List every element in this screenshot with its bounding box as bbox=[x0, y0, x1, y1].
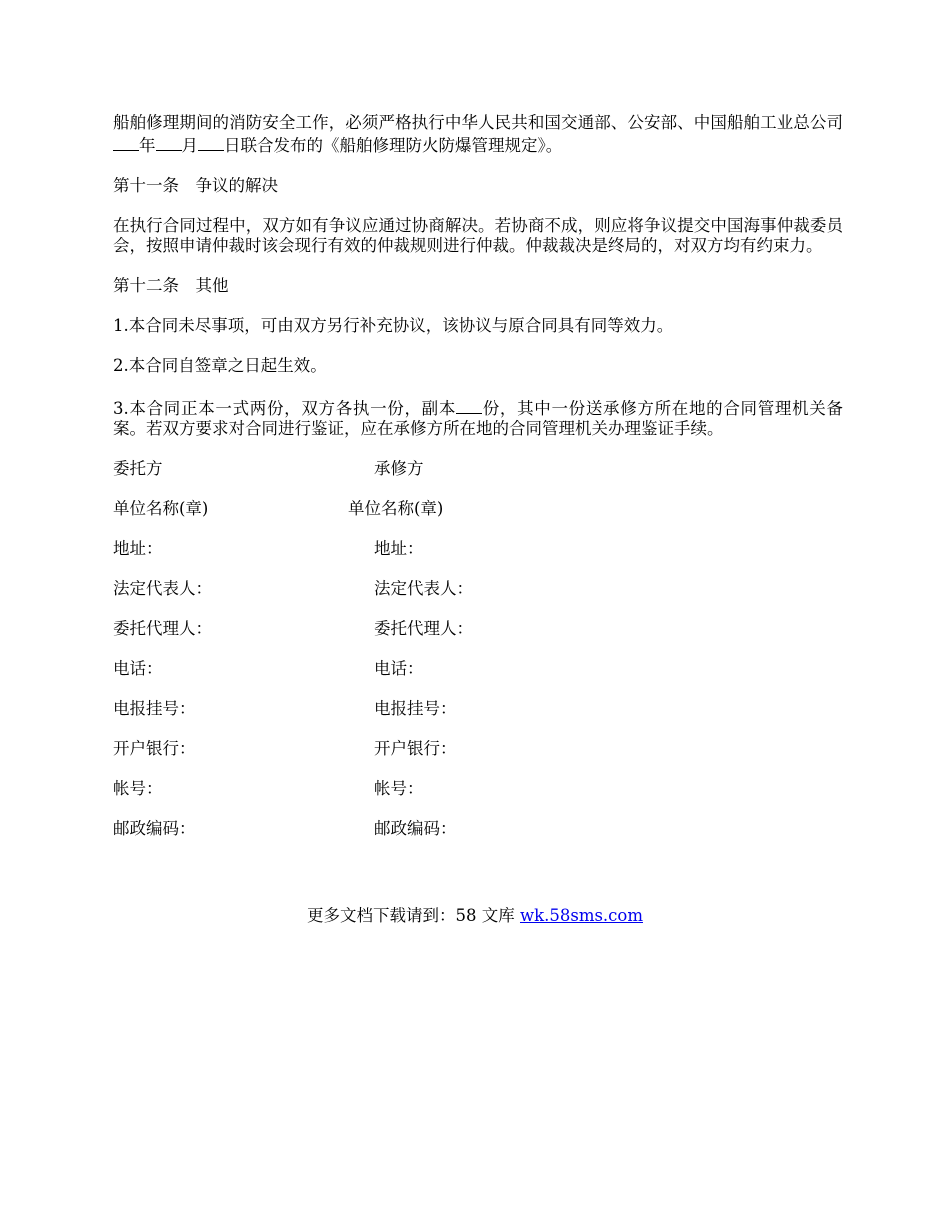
blank-day bbox=[198, 133, 224, 151]
signature-row bbox=[113, 739, 843, 759]
article-12-item-3 bbox=[113, 396, 843, 439]
paragraph-text: 3.本合同正本一式两份，双方各执一份，副本 bbox=[113, 399, 457, 418]
paragraph-text: 船舶修理期间的消防安全工作，必须严格执行中华人民共和国交通部、公安部、中国船舶工业总公司 bbox=[113, 113, 843, 132]
signature-row bbox=[113, 779, 843, 799]
signature-block bbox=[113, 459, 843, 839]
article-11-body: 在执行合同过程中，双方如有争议应通过协商解决。若协商不成，则应将争议提交中国海事仲裁委员会，按照申请仲裁时该会现行有效的仲裁规则进行仲裁。仲裁裁决是终局的，对双方均有约束力。 bbox=[113, 216, 843, 255]
signature-left: 电话： bbox=[113, 659, 163, 678]
signature-right: 电话： bbox=[374, 659, 424, 678]
signature-right: 开户银行： bbox=[374, 739, 457, 758]
footer-text: 更多文档下载请到：58 文库 bbox=[306, 906, 520, 925]
signature-right: 地址： bbox=[374, 539, 424, 558]
signature-right: 承修方 bbox=[374, 459, 424, 478]
signature-row bbox=[113, 819, 843, 839]
article-12-item-1: 1.本合同未尽事项，可由双方另行补充协议，该协议与原合同具有同等效力。 bbox=[113, 316, 674, 335]
paragraph-text: 份，其中一份送承修方所在地的合同管理机关备案。若双方要求对合同进行鉴证，应在承修方所在地的合同管理机关办理鉴证手续。 bbox=[113, 399, 844, 438]
paragraph-text: 年 bbox=[139, 136, 156, 155]
signature-left: 电报挂号： bbox=[113, 699, 196, 718]
signature-right: 电报挂号： bbox=[374, 699, 457, 718]
paragraph-fire-safety bbox=[113, 113, 843, 156]
signature-left: 地址： bbox=[113, 539, 163, 558]
signature-left: 帐号： bbox=[113, 779, 163, 798]
signature-right: 单位名称(章) bbox=[348, 499, 444, 518]
signature-left: 法定代表人： bbox=[113, 579, 212, 598]
signature-row bbox=[113, 499, 843, 519]
blank-month bbox=[156, 133, 182, 151]
signature-left: 开户银行： bbox=[113, 739, 196, 758]
signature-right: 委托代理人： bbox=[374, 619, 473, 638]
signature-row bbox=[113, 659, 843, 679]
signature-left: 委托代理人： bbox=[113, 619, 212, 638]
blank-year bbox=[113, 133, 139, 151]
article-11-heading: 第十一条 争议的解决 bbox=[113, 176, 278, 195]
blank-copies bbox=[456, 396, 482, 414]
paragraph-text: 日联合发布的《船舶修理防火防爆管理规定》。 bbox=[224, 136, 563, 155]
article-12-item-2: 2.本合同自签章之日起生效。 bbox=[113, 356, 327, 375]
document-body bbox=[113, 113, 843, 859]
signature-right: 法定代表人： bbox=[374, 579, 473, 598]
signature-left: 单位名称(章) bbox=[113, 499, 209, 518]
signature-row bbox=[113, 619, 843, 639]
signature-left: 邮政编码： bbox=[113, 819, 196, 838]
article-12-heading: 第十二条 其他 bbox=[113, 276, 229, 295]
signature-row bbox=[113, 459, 843, 479]
signature-row bbox=[113, 539, 843, 559]
footer-download-note bbox=[0, 906, 950, 926]
footer-link[interactable]: wk.58sms.com bbox=[519, 906, 643, 925]
signature-row bbox=[113, 699, 843, 719]
signature-right: 帐号： bbox=[374, 779, 424, 798]
signature-left: 委托方 bbox=[113, 459, 163, 478]
paragraph-text: 月 bbox=[181, 136, 198, 155]
signature-row bbox=[113, 579, 843, 599]
signature-right: 邮政编码： bbox=[374, 819, 457, 838]
